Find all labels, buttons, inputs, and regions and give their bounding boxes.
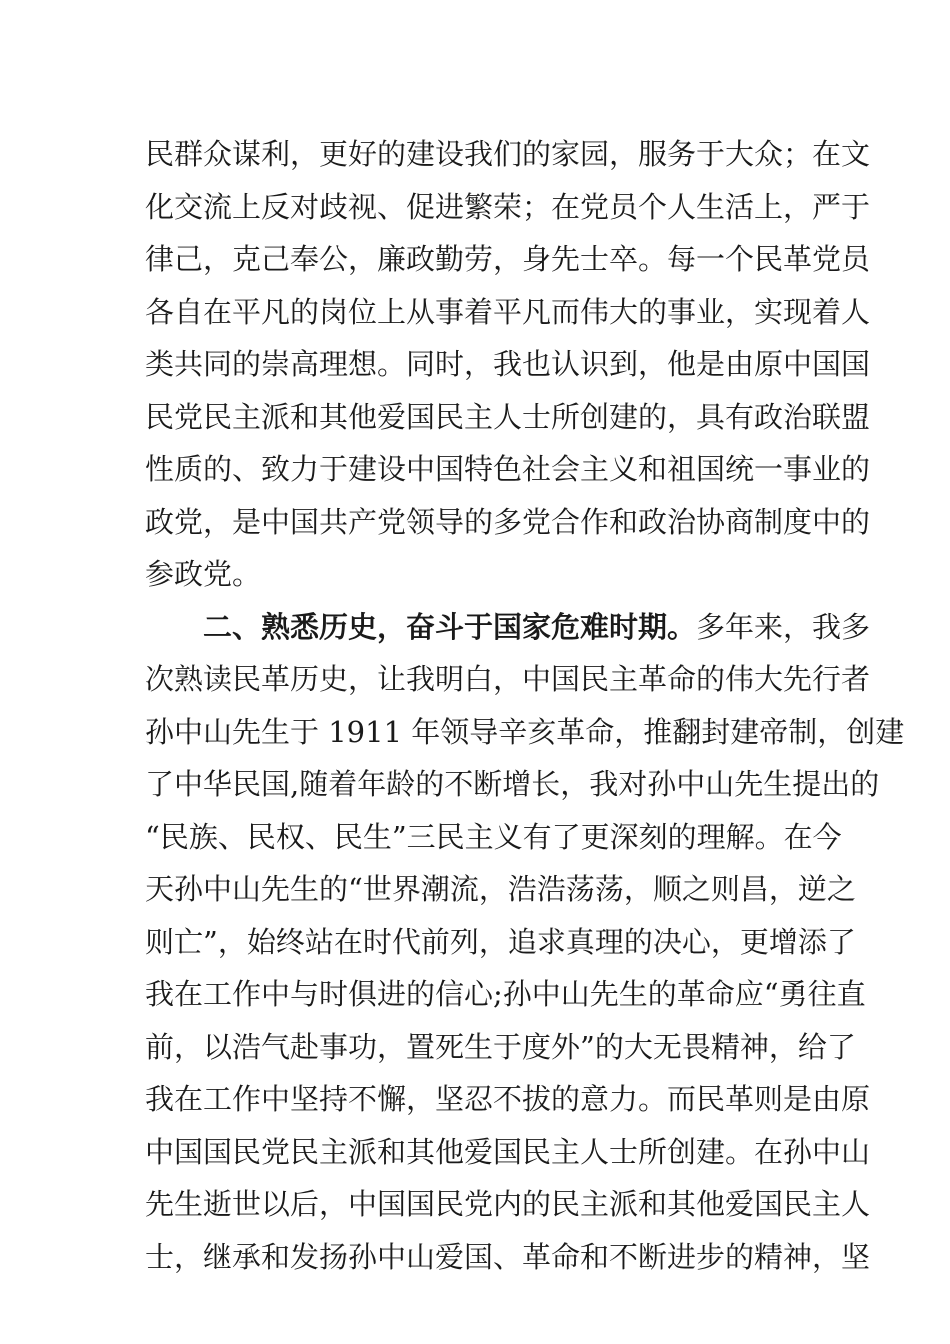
- text-line: 士，继承和发扬孙中山爱国、革命和不断进步的精神，坚: [145, 1239, 871, 1274]
- section-heading: 二、熟悉历史，奋斗于国家危难时期。: [203, 609, 697, 644]
- text-line: 次熟读民革历史，让我明白，中国民主革命的伟大先行者: [145, 662, 871, 696]
- text-line: 民党民主派和其他爱国民主人士所创建的，具有政治联盟: [145, 399, 871, 434]
- text-line: 了中华民国,随着年龄的不断增长，我对孙中山先生提出的: [145, 767, 880, 801]
- text-line: 中国国民党民主派和其他爱国民主人士所创建。在孙中山: [145, 1134, 871, 1169]
- text-line: 孙中山先生于 1911 年领导辛亥革命，推翻封建帝制，创建: [145, 714, 905, 749]
- text-line: 天孙中山先生的“世界潮流，浩浩荡荡，顺之则昌，逆之: [145, 872, 856, 906]
- text-line: [145, 601, 871, 654]
- text-line: 政党，是中国共产党领导的多党合作和政治协商制度中的: [145, 504, 871, 539]
- heading-line-rest: 多年来，我多: [696, 609, 871, 644]
- paragraph-2: [145, 601, 905, 1284]
- text-line: “民族、民权、民生”三民主义有了更深刻的理解。在今: [145, 819, 842, 854]
- text-line: 我在工作中与时俱进的信心;孙中山先生的革命应“勇往直: [145, 977, 866, 1011]
- text-line: 前，以浩气赴事功，置死生于度外”的大无畏精神，给了: [145, 1029, 856, 1064]
- text-line: 民群众谋利，更好的建设我们的家园，服务于大众；在文: [145, 137, 871, 171]
- text-line: 参政党。: [145, 557, 262, 591]
- text-line: 则亡”，始终站在时代前列，追求真理的决心，更增添了: [145, 924, 856, 959]
- paragraph-1: [145, 128, 871, 601]
- text-line: 先生逝世以后，中国国民党内的民主派和其他爱国民主人: [145, 1187, 871, 1221]
- document-page: [145, 128, 905, 1283]
- text-line: 我在工作中坚持不懈，坚忍不拔的意力。而民革则是由原: [145, 1082, 871, 1116]
- text-line: 类共同的崇高理想。同时，我也认识到，他是由原中国国: [145, 347, 871, 381]
- text-line: 性质的、致力于建设中国特色社会主义和祖国统一事业的: [145, 452, 871, 486]
- text-line: 各自在平凡的岗位上从事着平凡而伟大的事业，实现着人: [145, 294, 871, 329]
- text-line: 律己，克己奉公，廉政勤劳，身先士卒。每一个民革党员: [145, 242, 871, 276]
- text-line: 化交流上反对歧视、促进繁荣；在党员个人生活上，严于: [145, 189, 871, 224]
